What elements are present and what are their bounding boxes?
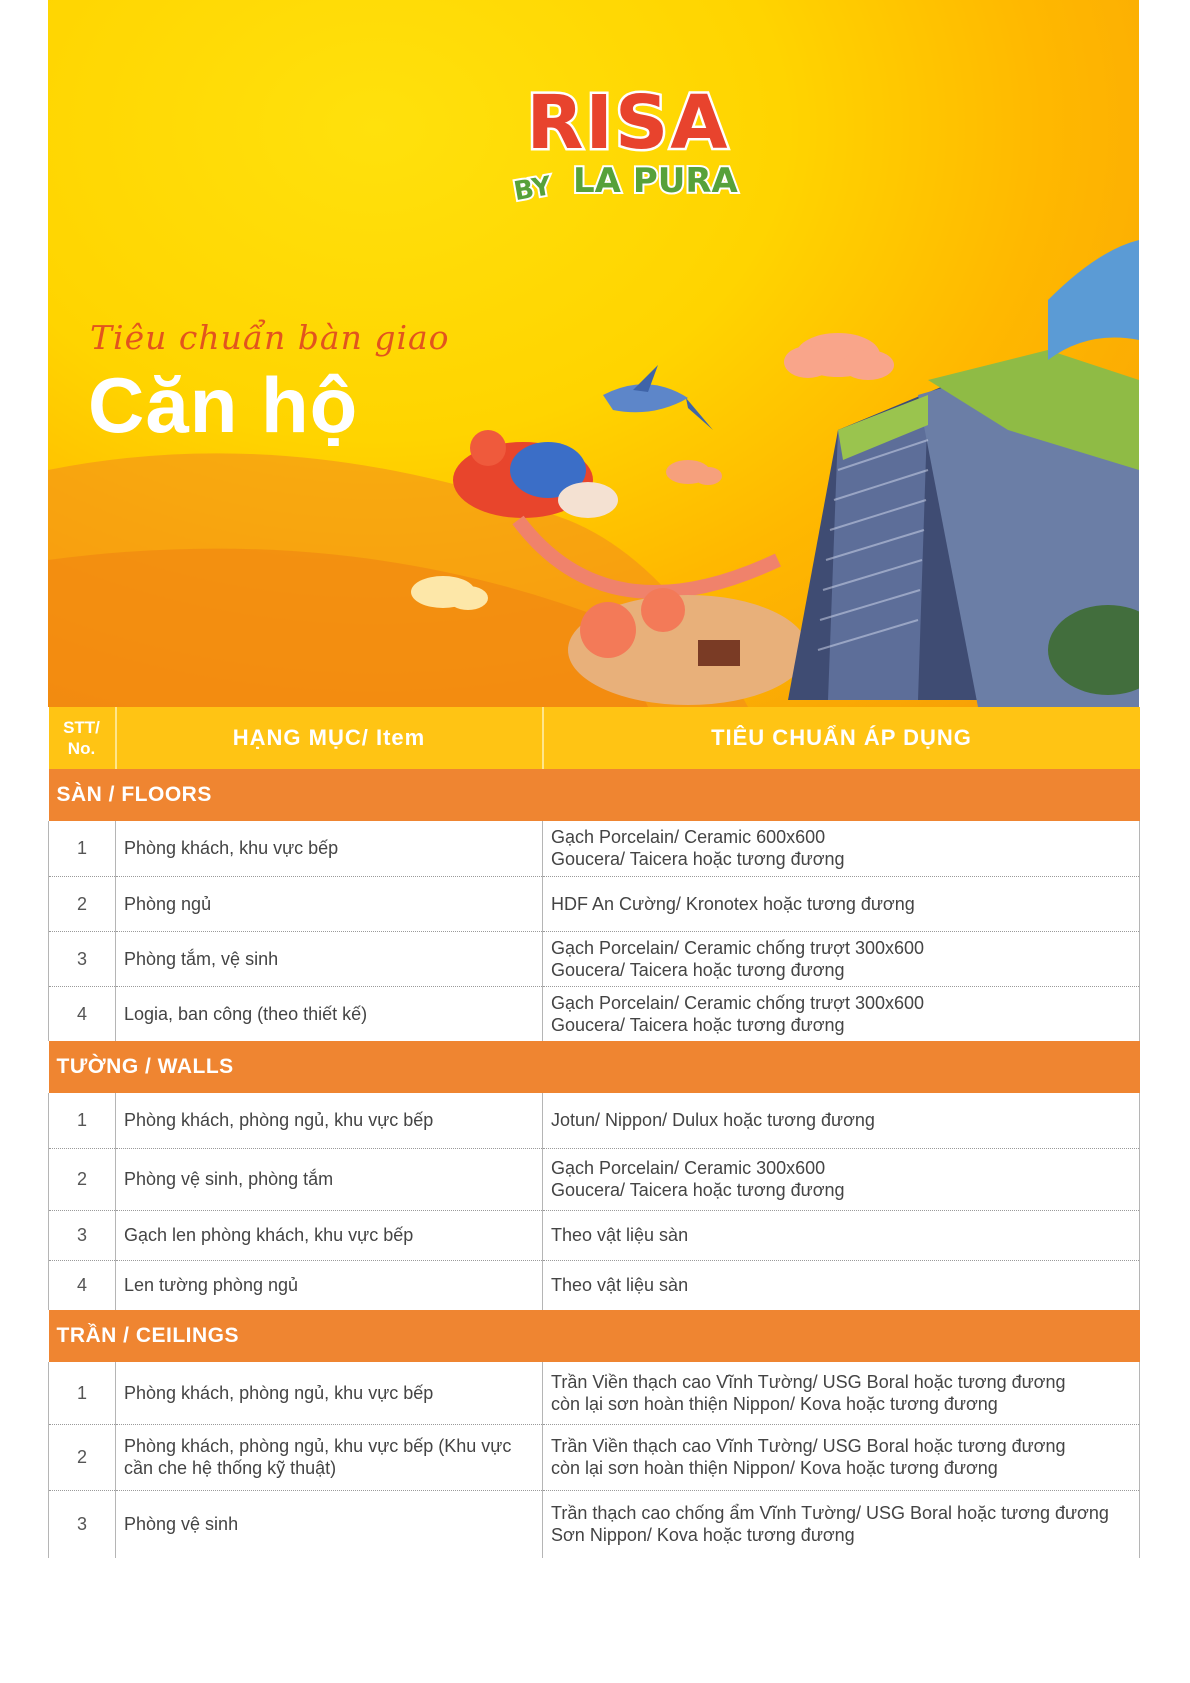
handover-standards-table xyxy=(48,707,1140,1558)
table-row xyxy=(49,1260,1140,1310)
standard-line: Theo vật liệu sàn xyxy=(551,1275,689,1296)
standard-line: Jotun/ Nippon/ Dulux hoặc tương đương xyxy=(551,1110,875,1131)
row-standard xyxy=(543,931,1140,986)
standard-line: Gạch Porcelain/ Ceramic 300x600 xyxy=(551,1158,826,1178)
row-standard xyxy=(543,986,1140,1041)
row-item: Phòng vệ sinh xyxy=(116,1490,543,1558)
table-row xyxy=(49,1210,1140,1260)
standard-line: Goucera/ Taicera hoặc tương đương xyxy=(551,959,845,980)
standard-line: Theo vật liệu sàn xyxy=(551,1225,689,1245)
row-standard xyxy=(543,1260,1140,1310)
header-stt-line1: STT/ xyxy=(63,718,100,737)
table-row xyxy=(49,1148,1140,1210)
section-header-row xyxy=(49,1310,1140,1362)
table-row xyxy=(49,931,1140,986)
row-number: 4 xyxy=(49,986,116,1041)
standard-line: Sơn Nippon/ Kova hoặc tương đương xyxy=(551,1525,855,1546)
standard-line: Goucera/ Taicera hoặc tương đương xyxy=(551,1014,845,1035)
standard-line: còn lại sơn hoàn thiện Nippon/ Kova hoặc tương đương xyxy=(551,1458,998,1478)
row-standard xyxy=(543,1490,1140,1558)
hero-banner xyxy=(48,0,1139,707)
row-number: 3 xyxy=(49,931,116,986)
section-header-row xyxy=(49,769,1140,821)
standard-line: Trần Viền thạch cao Vĩnh Tường/ USG Boral hoặc tương đương xyxy=(551,1371,1066,1392)
row-standard xyxy=(543,1093,1140,1148)
row-number: 2 xyxy=(49,876,116,931)
row-number: 2 xyxy=(49,1148,116,1210)
row-number: 1 xyxy=(49,821,116,876)
section-title: TRẦN / CEILINGS xyxy=(49,1310,1140,1362)
row-item: Phòng khách, phòng ngủ, khu vực bếp xyxy=(116,1093,543,1148)
row-item: Logia, ban công (theo thiết kế) xyxy=(116,986,543,1041)
table-row xyxy=(49,876,1140,931)
standard-line: Gạch Porcelain/ Ceramic 600x600 xyxy=(551,827,826,848)
table-header-row xyxy=(49,707,1140,769)
row-standard xyxy=(543,821,1140,876)
header-item: HẠNG MỤC/ Item xyxy=(116,707,543,769)
row-number: 3 xyxy=(49,1490,116,1558)
row-item: Phòng vệ sinh, phòng tắm xyxy=(116,1148,543,1210)
row-standard xyxy=(543,1210,1140,1260)
document-page xyxy=(48,0,1139,1558)
row-item: Phòng khách, phòng ngủ, khu vực bếp (Khu vực cần che hệ thống kỹ thuật) xyxy=(116,1424,543,1490)
standard-line: còn lại sơn hoàn thiện Nippon/ Kova hoặc tương đương xyxy=(551,1393,998,1414)
row-item: Phòng tắm, vệ sinh xyxy=(116,931,543,986)
flying-fish-icon xyxy=(603,365,713,430)
section-title: SÀN / FLOORS xyxy=(49,769,1140,821)
row-item: Len tường phòng ngủ xyxy=(116,1260,543,1310)
svg-text:BY: BY xyxy=(511,171,554,208)
row-item: Phòng khách, khu vực bếp xyxy=(116,821,543,876)
banner-title: Căn hộ xyxy=(88,361,359,449)
standard-line: Goucera/ Taicera hoặc tương đương xyxy=(551,1180,845,1200)
row-standard xyxy=(543,876,1140,931)
section-header-row xyxy=(49,1041,1140,1093)
row-item: Gạch len phòng khách, khu vực bếp xyxy=(116,1210,543,1260)
toy-balloon-icon xyxy=(453,430,618,518)
header-standard: TIÊU CHUẨN ÁP DỤNG xyxy=(543,707,1140,769)
header-stt-line2: No. xyxy=(67,739,96,758)
row-number: 3 xyxy=(49,1210,116,1260)
standard-line: HDF An Cường/ Kronotex hoặc tương đương xyxy=(551,893,915,914)
row-number: 1 xyxy=(49,1093,116,1148)
header-stt xyxy=(49,707,116,769)
standard-line: Gạch Porcelain/ Ceramic chống trượt 300x600 xyxy=(551,992,925,1013)
row-number: 1 xyxy=(49,1362,116,1424)
cloud-icon xyxy=(784,333,894,380)
row-item: Phòng ngủ xyxy=(116,876,543,931)
risa-logo xyxy=(478,70,778,220)
banner-subtitle: Tiêu chuẩn bàn giao xyxy=(90,318,450,357)
row-standard xyxy=(543,1424,1140,1490)
row-number: 4 xyxy=(49,1260,116,1310)
section-title: TƯỜNG / WALLS xyxy=(49,1041,1140,1093)
row-standard xyxy=(543,1362,1140,1424)
row-number: 2 xyxy=(49,1424,116,1490)
row-item: Phòng khách, phòng ngủ, khu vực bếp xyxy=(116,1362,543,1424)
table-row xyxy=(49,821,1140,876)
svg-text:LA PURA: LA PURA xyxy=(573,161,738,201)
svg-text:RISA: RISA xyxy=(526,80,730,166)
table-row xyxy=(49,1490,1140,1558)
standard-line: Trần thạch cao chống ẩm Vĩnh Tường/ USG Boral hoặc tương đương xyxy=(551,1503,1109,1524)
table-row xyxy=(49,1362,1140,1424)
table-row xyxy=(49,986,1140,1041)
table-row xyxy=(49,1424,1140,1490)
standard-line: Trần Viền thạch cao Vĩnh Tường/ USG Boral hoặc tương đương xyxy=(551,1436,1066,1456)
standard-line: Goucera/ Taicera hoặc tương đương xyxy=(551,849,845,870)
standard-line: Gạch Porcelain/ Ceramic chống trượt 300x600 xyxy=(551,937,925,958)
table-row xyxy=(49,1093,1140,1148)
row-standard xyxy=(543,1148,1140,1210)
